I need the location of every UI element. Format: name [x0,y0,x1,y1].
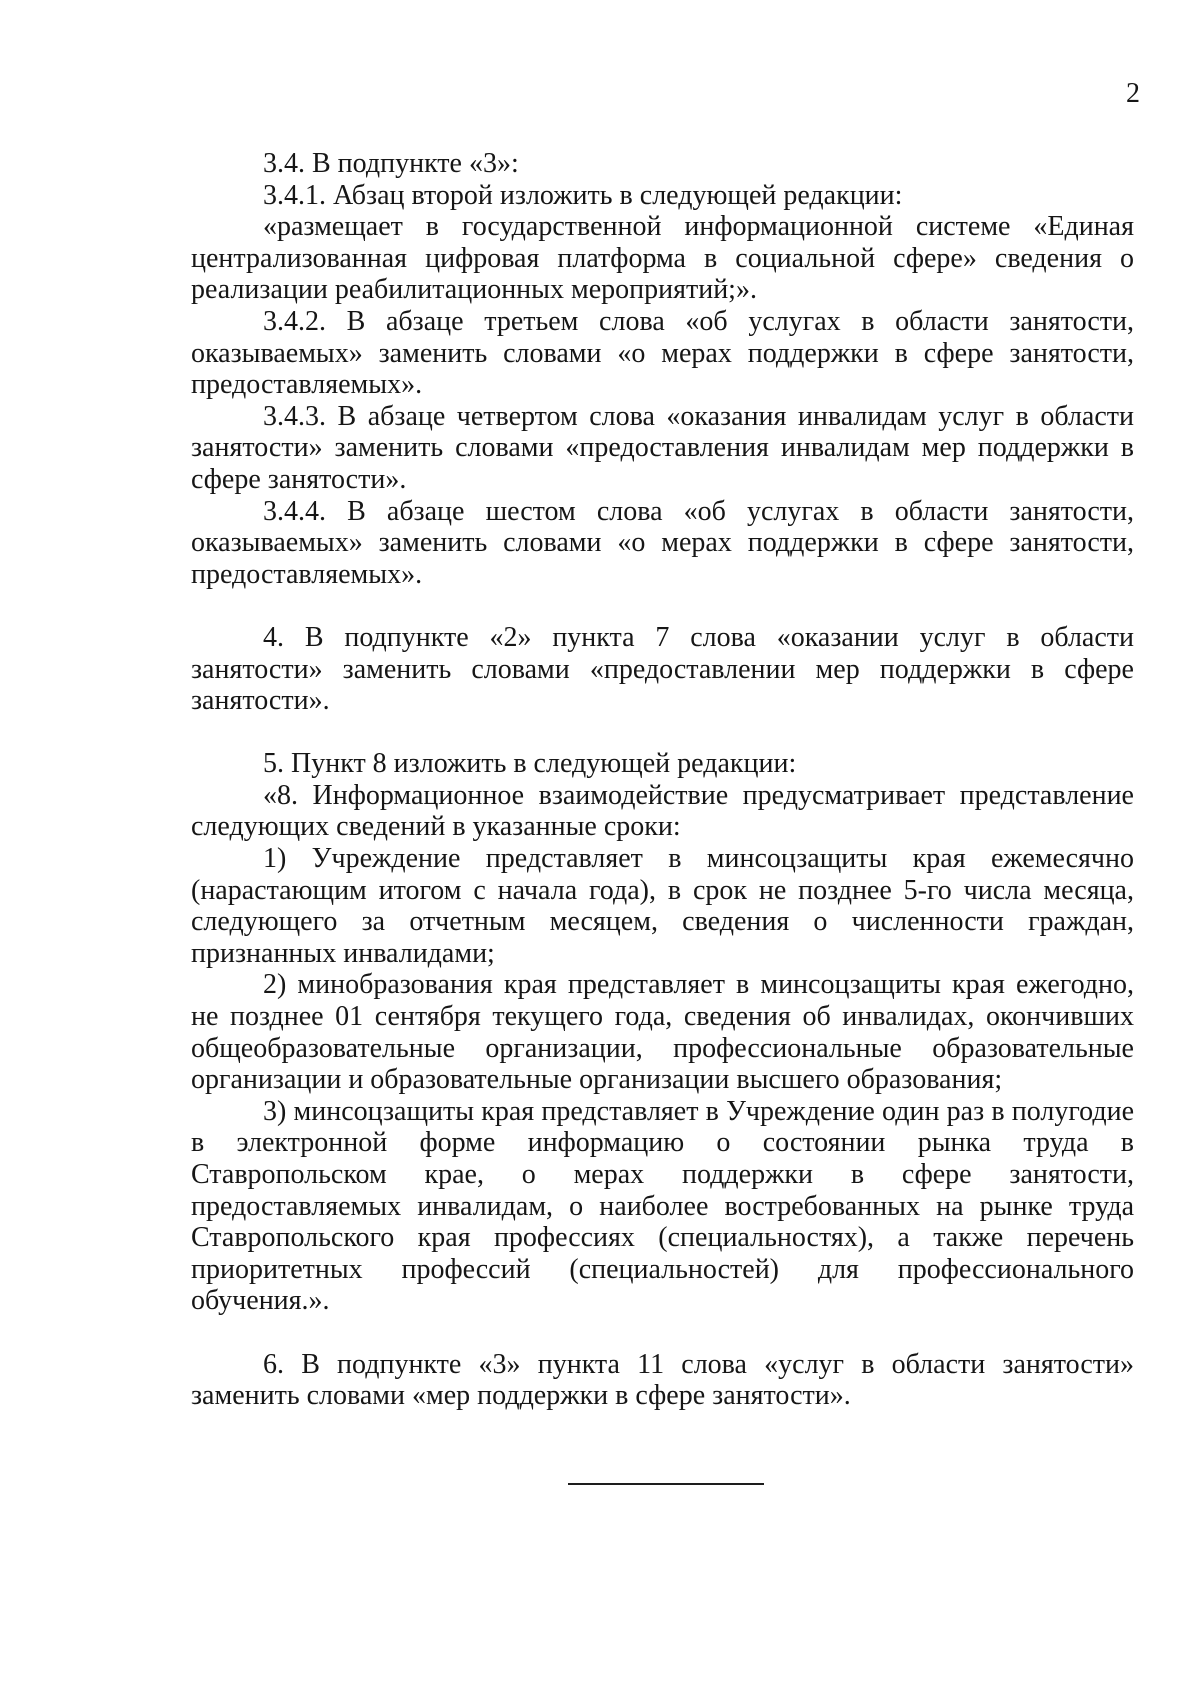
document-body [191,148,1134,1412]
paragraph-3-4: 3.4. В подпункте «3»: [263,148,519,179]
paragraph-4: 4. В подпункте «2» пункта 7 слова «оказании услуг в области занятости» заменить словами «предоставлении мер поддержки в сфере занятости». [191,621,1134,717]
paragraph-3-4-2: 3.4.2. В абзаце третьем слова «об услугах в области занятости, оказываемых» заменить словами «о мерах поддержки в сфере занятости, предоставляемых». [191,305,1134,401]
paragraph-8-intro: «8. Информационное взаимодействие предусматривает представление следующих сведений в указанные сроки: [191,779,1134,843]
paragraph-3-4-1: 3.4.1. Абзац второй изложить в следующей редакции: [263,179,903,211]
paragraph-3-4-3: 3.4.3. В абзаце четвертом слова «оказания инвалидам услуг в области занятости» заменить словами «предоставления инвалидам мер поддержки в сфере занятости». [191,400,1134,495]
paragraph-3-4-1-quote: «размещает в государственной информационной системе «Единая централизованная цифровая платформа в социальной сфере» сведения о реализации реабилитационных мероприятий;». [191,211,1134,306]
list-item-2: 2) минобразования края представляет в минсоцзащиты края ежегодно, не позднее 01 сентября текущего года, сведения об инвалидах, окончивших общеобразовательные организации, профессиональные образовательные организации и образовательные организации высшего образования; [191,969,1134,1096]
end-divider [568,1483,764,1485]
paragraph-3-4-4: 3.4.4. В абзаце шестом слова «об услугах в области занятости, оказываемых» заменить словами «о мерах поддержки в сфере занятости, предоставляемых». [191,495,1134,590]
paragraph-6: 6. В подпункте «3» пункта 11 слова «услуг в области занятости» заменить словами «мер поддержки в сфере занятости». [191,1348,1134,1412]
list-item-1: 1) Учреждение представляет в минсоцзащиты края ежемесячно (нарастающим итогом с начала года), в срок не позднее 5-го числа месяца, следующего за отчетным месяцем, сведения о численности граждан, признанных инвалидами; [191,843,1134,969]
paragraph-5: 5. Пункт 8 изложить в следующей редакции: [263,748,797,780]
list-item-3: 3) минсоцзащиты края представляет в Учреждение один раз в полугодие в электронной форме информацию о состоянии рынка труда в Ставропольском крае, о мерах поддержки в сфере занятости, предоставляемых инвалидам, о наиболее востребованных на рынке труда Ставропольского края профессиях (специальностях), а также перечень приоритетных профессий (специальностей) для профессионального обучения.». [191,1095,1134,1317]
page-number: 2 [1126,78,1140,109]
